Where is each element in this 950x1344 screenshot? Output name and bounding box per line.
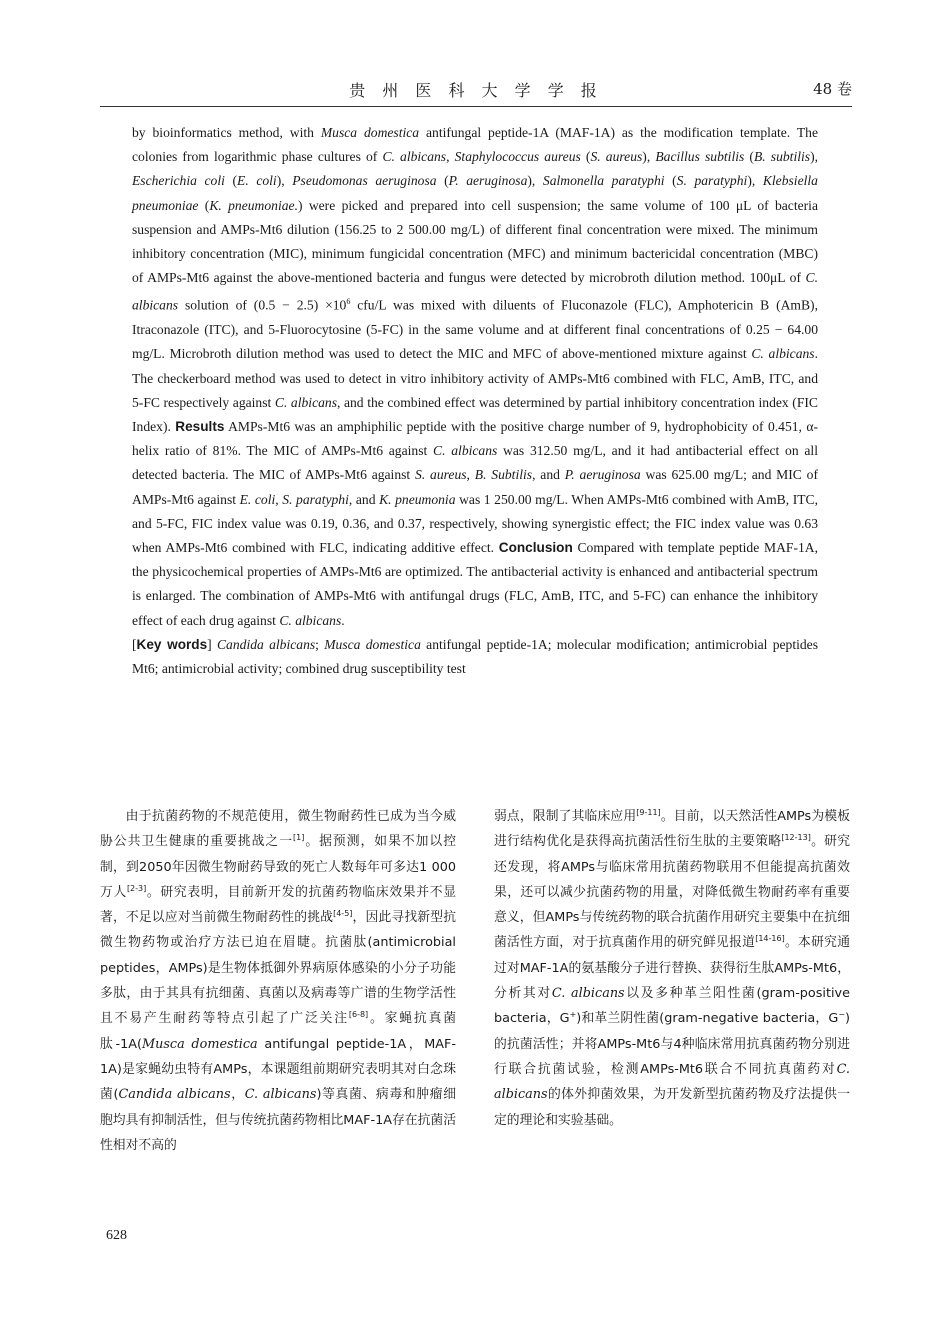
keywords-label: Key words (136, 636, 208, 652)
citation: [9-11] (636, 808, 661, 817)
intro-paragraph: 由于抗菌药物的不规范使用，微生物耐药性已成为当今威胁公共卫生健康的重要挑战之一[1]。据预测，如果不加以控制，到2050年因微生物耐药导致的死亡人数每年可多达1 000万人[2-3]。研究表明，目前新开发的抗菌药物临床效果并不显著，不足以应对当前微生物耐药性的挑战[4-5]，因此寻找新型抗微生物药物或治疗方法已迫在眉睫。抗菌肽(antimicrobial peptides，AMPs)是生物体抵御外界病原体感染的小分子功能多肽，由于其具有抗细菌、真菌以及病毒等广谱的生物学活性且不易产生耐药等特点引起了广泛关注[6-8]。家蝇抗真菌肽-1A(Musca domestica antifungal peptide-1A，MAF-1A)是家蝇幼虫特有AMPs，本课题组前期研究表明其对白念珠菌(Candida albicans，C. albicans)等真菌、病毒和肿瘤细胞均具有抑制活性，但与传统抗菌药物相比MAF-1A存在抗菌活性相对不高的 (100, 809, 457, 1153)
conclusion-label: Conclusion (498, 539, 573, 555)
page-number: 628 (106, 1228, 127, 1243)
citation: [2-3] (126, 883, 147, 893)
results-label: Results (175, 418, 225, 434)
citation: [14-16] (755, 934, 785, 944)
intro-paragraph-continued: 弱点，限制了其临床应用[9-11]。目前，以天然活性AMPs为模板进行结构优化是获得高抗菌活性衍生肽的主要策略[12-13]。研究还发现，将AMPs与临床常用抗菌药物联用不但能提高抗菌效果，还可以减少抗菌药物的用量，对降低微生物耐药率有重要意义，但AMPs与传统药物的联合抗菌作用研究主要集中在抗细菌活性方面，对于抗真菌作用的研究鲜见报道[14-16]。本研究通过对MAF-1A的氨基酸分子进行替换、获得衍生肽AMPs-Mt6，分析其对C. albicans以及多种革兰阳性菌(gram-positive bacteria，G+)和革兰阴性菌(gram-negative bacteria，G−)的抗菌活性；并将AMPs-Mt6与4种临床常用抗真菌药物分别进行联合抗菌试验，检测AMPs-Mt6联合不同抗真菌药对C. albicans的体外抑菌效果，为开发新型抗菌药物及疗法提供一定的理论和实验基础。 (494, 808, 851, 1128)
journal-title: 贵 州 医 科 大 学 学 报 (349, 81, 603, 100)
citation: [12-13] (781, 833, 811, 843)
abstract-body: by bioinformatics method, with Musca domestica antifungal peptide-1A (MAF-1A) as the modification template. The colonies from logarithmic phase cultures of C. albicans, Staphylococcus aureus (S. aureus), Bacillus subtilis (B. subtilis), Escherichia coli (E. coli), Pseudomonas aeruginosa (P. aeruginosa), Salmonella paratyphi (S. paratyphi), Klebsiella pneumoniae (K. pneumoniae.) were picked and prepared into cell suspension; the same volume of 100 μL of bacteria suspension and AMPs-Mt6 dilution (156.25 to 2 500.00 mg/L) of different final concentration were mixed. The minimum inhibitory concentration (MIC), minimum fungicidal concentration (MFC) and minimum bactericidal concentration (MBC) of AMPs-Mt6 against the above-mentioned bacteria and fungus were detected by microbroth dilution method. 100μL of C. albicans solution of $(0.5 - 2.5) \times 10^6$ cfu/L was mixed with diluents of Fluconazole (FLC), Amphotericin B (AmB), Itraconazole (ITC), and 5-Fluorocytosine (5-FC) in the same volume and at different final concentrations of 0.25 − 64.00 mg/L. Microbroth dilution method was used to detect the MIC and MFC of above-mentioned mixture against C. albicans. The checkerboard method was used to detect in vitro inhibitory activity of AMPs-Mt6 combined with FLC, AmB, ITC, and 5-FC respectively against C. albicans, and the combined effect was determined by partial inhibitory concentration index (FIC Index). Results AMPs-Mt6 was an amphiphilic peptide with the positive charge number of 9, hydrophobicity of 0.451, α-helix ratio of 81%. The MIC of AMPs-Mt6 against C. albicans was 312.50 mg/L, and it had antibacterial effect on all detected bacteria. The MIC of AMPs-Mt6 against S. aureus, B. Subtilis, and P. aeruginosa was 625.00 mg/L; and MIC of AMPs-Mt6 against E. coli, S. paratyphi, and K. pneumonia was 1 250.00 mg/L. When AMPs-Mt6 combined with AmB, ITC, and 5-FC, FIC index value was 0.19, 0.36, and 0.37, respectively, showing synergistic effect; the FIC index value was 0.63 when AMPs-Mt6 combined with FLC, indicating additive effect. Conclusion Compared with template peptide MAF-1A, the physicochemical properties of AMPs-Mt6 are optimized. The antibacterial activity is enhanced and antibacterial spectrum is enlarged. The combination of AMPs-Mt6 with antifungal drugs (FLC, AmB, ITC, and 5-FC) can enhance the inhibitory effect of each drug against C. albicans. (132, 125, 819, 628)
keywords: [Key words] Candida albicans; Musca domestica antifungal peptide-1A; molecular modification; antimicrobial peptides Mt6; antimicrobial activity; combined drug susceptibility test (132, 636, 818, 676)
citation: [1] (293, 833, 305, 843)
english-abstract (132, 121, 818, 681)
body-column-right (494, 804, 850, 1133)
volume-label: 48 卷 (813, 80, 852, 98)
running-header (100, 78, 852, 107)
body-column-left (100, 804, 456, 1158)
citation: [6-8] (348, 1010, 369, 1020)
citation: [4-5] (333, 909, 353, 919)
